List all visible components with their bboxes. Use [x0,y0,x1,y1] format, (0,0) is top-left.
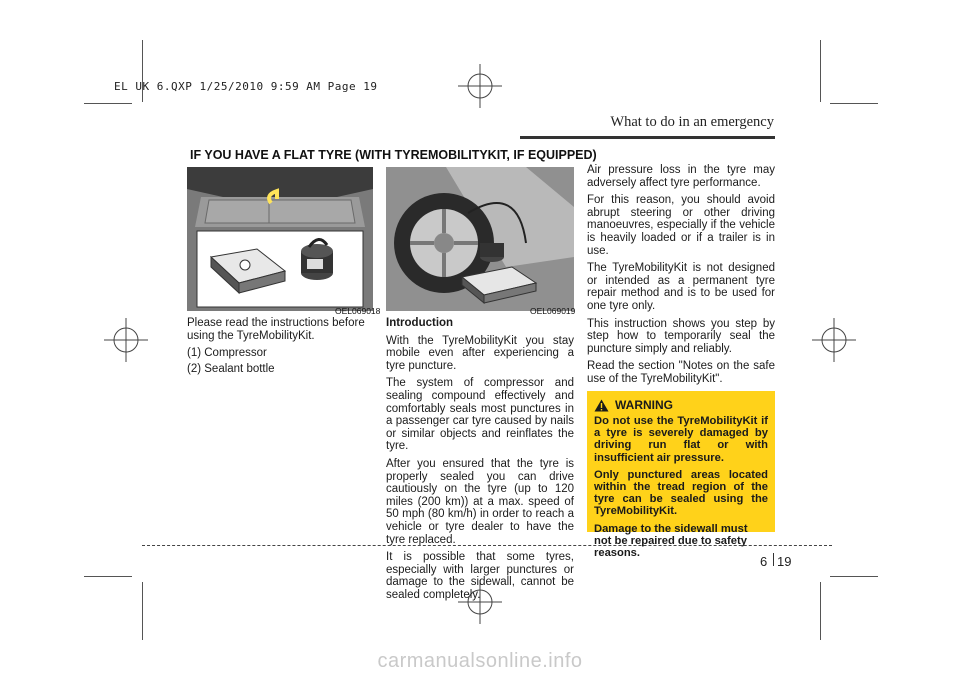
col3-paragraph-5: Read the section "Notes on the safe use of the TyreMobilityKit". [587,360,775,385]
luggage-kit-illustration [187,167,373,311]
column-1 [187,317,373,380]
header-rule [520,136,775,139]
col2-paragraph-3: After you ensured that the tyre is properly sealed you can drive cautiously on the tyre (up to 120 miles (200 km)) at a max. speed of 50 mph (80 km/h) in order to reach a vehicle or tyre dealer to have the tyre replaced. [386,457,574,546]
col1-item-sealant: (2) Sealant bottle [187,362,275,375]
col2-paragraph-2: The system of compressor and sealing compound effectively and comfortably seals most punctures in a passenger car tyre caused by nails or similar objects and reinflates the tyre. [386,377,574,453]
col3-paragraph-3: The TyreMobilityKit is not designed or intended as a permanent tyre repair method and is to be used for one tyre only. [587,262,775,312]
chapter-number: 6 [760,554,768,569]
figure-compressor-tyre [386,167,574,311]
warning-title: WARNING [615,398,673,413]
warning-paragraph-3: Damage to the sidewall must not be repaired due to safety reasons. [594,522,748,560]
col2-heading: Introduction [386,317,454,329]
compressor-tyre-illustration [386,167,574,311]
page-number [760,554,767,569]
col1-item-compressor: (1) Compressor [187,347,267,360]
warning-paragraph-2: Only punctured areas located within the tread region of the tyre can be sealed using the TyreMobilityKit. [594,468,768,518]
section-title: IF YOU HAVE A FLAT TYRE (WITH TYREMOBILITYKIT, IF EQUIPPED) [190,148,597,162]
running-header: What to do in an emergency [610,114,774,130]
column-2 [386,317,574,606]
watermark: carmanualsonline.info [377,650,583,672]
col3-paragraph-1: Air pressure loss in the tyre may adversely affect tyre performance. [587,164,775,189]
registration-mark-right [812,318,856,362]
page-number-value: 19 [777,554,792,569]
registration-mark-left [104,318,148,362]
footer-rule [142,545,832,546]
warning-triangle-icon [594,399,609,412]
print-slug: EL UK 6.QXP 1/25/2010 9:59 AM Page 19 [114,80,378,93]
col3-paragraph-4: This instruction shows you step by step how to temporarily seal the puncture simply and reliably. [587,317,775,355]
registration-mark-top [458,64,502,108]
col3-paragraph-2: For this reason, you should avoid abrupt steering or other driving manoeuvres, especially if the vehicle is heavily loaded or if a trailer is in use. [587,194,775,257]
warning-box [587,391,775,560]
column-3 [587,164,775,391]
figure-luggage-kit [187,167,373,311]
figure-middle-caption: OEL069019 [530,306,576,316]
col1-paragraph: Please read the instructions before using the TyreMobilityKit. [187,317,365,342]
warning-header [594,399,768,412]
col2-paragraph-1: With the TyreMobilityKit you stay mobile even after experiencing a tyre puncture. [386,334,574,372]
figure-left-caption: OEL069018 [335,306,381,316]
warning-paragraph-1: Do not use the TyreMobilityKit if a tyre is severely damaged by driving run flat or with insufficient air pressure. [594,415,768,464]
col2-paragraph-4: It is possible that some tyres, especially with larger punctures or damage to the sidewall, cannot be sealed completely. [386,551,574,601]
page-separator [773,553,774,566]
